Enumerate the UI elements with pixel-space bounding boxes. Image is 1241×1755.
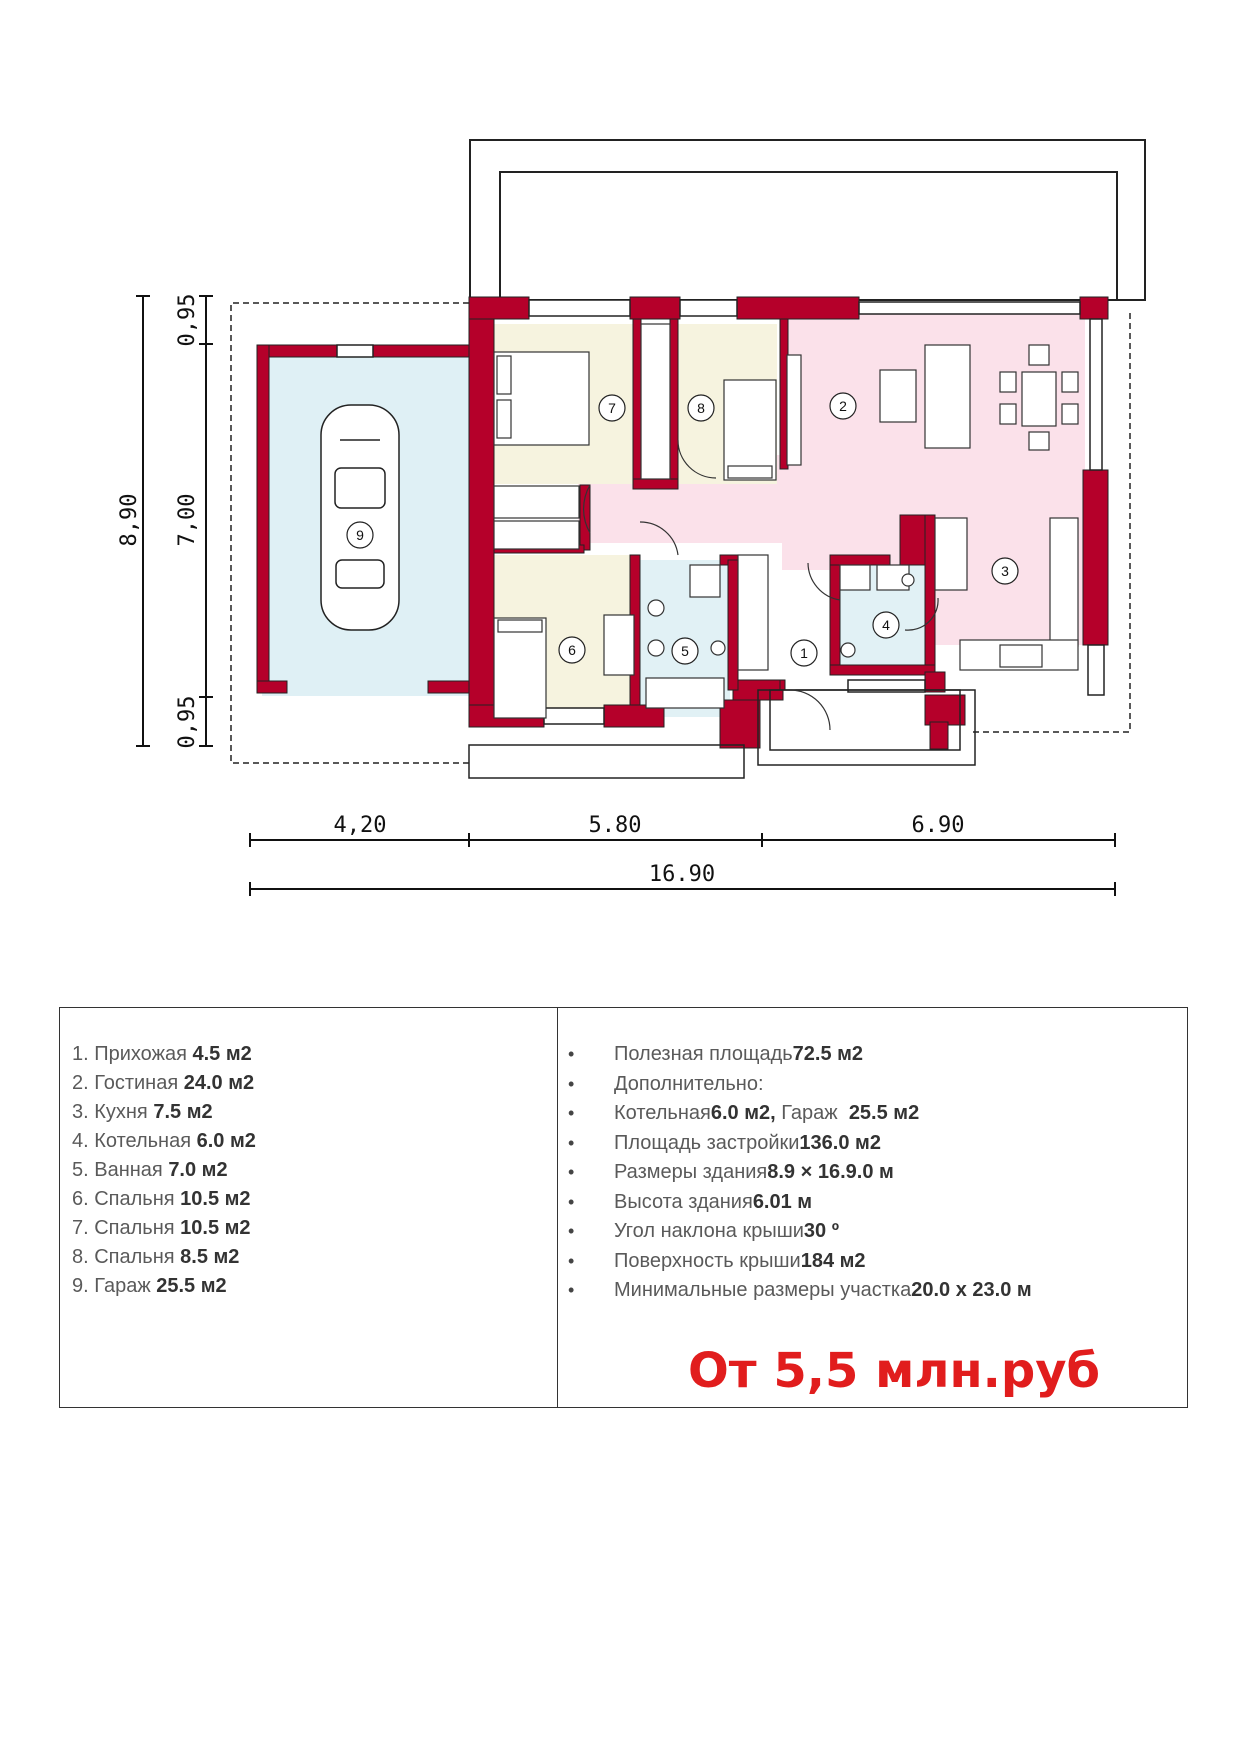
room-marker-9 — [347, 522, 373, 548]
room-row-4: 4. Котельная 6.0 м2 — [72, 1130, 256, 1152]
bullet-icon: • — [568, 1191, 575, 1212]
room-row-7: 7. Спальня 10.5 м2 — [72, 1217, 251, 1239]
feature-min-plot: • Минимальные размеры участка 20.0 x 23.0 м — [568, 1276, 1187, 1306]
dim-bottom-total: 16.90 — [648, 862, 716, 887]
room-number-7: 7 — [608, 400, 616, 416]
feature-building-size: • Размеры здания 8.9 × 16.9.0 м — [568, 1158, 1187, 1188]
bullet-icon: • — [568, 1280, 575, 1300]
feature-roof-angle: • Угол наклона крыши 30 º — [568, 1217, 1187, 1247]
room-row-3: 3. Кухня 7.5 м2 — [72, 1101, 213, 1123]
bullet-icon: • — [568, 1044, 575, 1064]
room-marker-2 — [830, 393, 856, 419]
bullet-icon: • — [568, 1250, 575, 1271]
room-row-8: 8. Спальня 8.5 м2 — [72, 1246, 240, 1268]
bullet-icon: • — [568, 1221, 575, 1241]
room-number-8: 8 — [697, 400, 705, 416]
bullet-icon: • — [568, 1103, 575, 1123]
room-marker-7 — [599, 395, 625, 421]
info-table — [59, 1007, 1188, 1408]
room-row-6: 6. Спальня 10.5 м2 — [72, 1188, 251, 1210]
dim-left-total: 8,90 — [117, 493, 142, 547]
dim-bottom-middle: 5.80 — [588, 813, 642, 838]
feature-roof-surface: • Поверхность крыши 184 м2 — [568, 1247, 1187, 1277]
room-number-2: 2 — [839, 398, 847, 414]
room-number-4: 4 — [882, 617, 890, 633]
rooms-list — [60, 1008, 558, 1407]
dim-bottom-right: 6.90 — [911, 813, 965, 838]
dim-left-top: 0,95 — [175, 293, 200, 347]
room-number-9: 9 — [356, 527, 364, 543]
room-marker-4 — [873, 612, 899, 638]
room-marker-6 — [559, 637, 585, 663]
room-marker-5 — [672, 638, 698, 664]
room-marker-8 — [688, 395, 714, 421]
car-icon — [321, 405, 399, 630]
room-number-6: 6 — [568, 642, 576, 658]
feature-building-height: • Высота здания 6.01 м — [568, 1188, 1187, 1218]
feature-additional: • Дополнительно: — [568, 1070, 1187, 1100]
room-row-1: 1. Прихожая 4.5 м2 — [72, 1043, 252, 1065]
bullet-icon: • — [568, 1162, 575, 1182]
room-row-5: 5. Ванная 7.0 м2 — [72, 1159, 228, 1181]
room-number-3: 3 — [1001, 563, 1009, 579]
feature-boiler-garage: • Котельная 6.0 м2, Гараж 25.5 м2 — [568, 1099, 1187, 1129]
bullet-icon: • — [568, 1073, 575, 1094]
dim-left-bottom: 0,95 — [175, 695, 200, 749]
room-row-9: 9. Гараж 25.5 м2 — [72, 1275, 227, 1297]
entry-floor — [758, 570, 830, 687]
room-marker-3 — [992, 558, 1018, 584]
terrace-outline — [470, 140, 1145, 300]
dim-left-middle: 7,00 — [175, 493, 200, 547]
dim-bottom-garage: 4,20 — [333, 813, 387, 838]
features-list — [558, 1008, 1187, 1407]
room-number-1: 1 — [800, 645, 808, 661]
bullet-icon: • — [568, 1132, 575, 1153]
price-label: От 5,5 млн.руб — [688, 1343, 1101, 1399]
room-row-2: 2. Гостиная 24.0 м2 — [72, 1072, 255, 1094]
feature-built-area: • Площадь застройки 136.0 м2 — [568, 1129, 1187, 1159]
room-marker-1 — [791, 640, 817, 666]
feature-useful-area: • Полезная площадь 72.5 м2 — [568, 1040, 1187, 1070]
room-number-5: 5 — [681, 643, 689, 659]
